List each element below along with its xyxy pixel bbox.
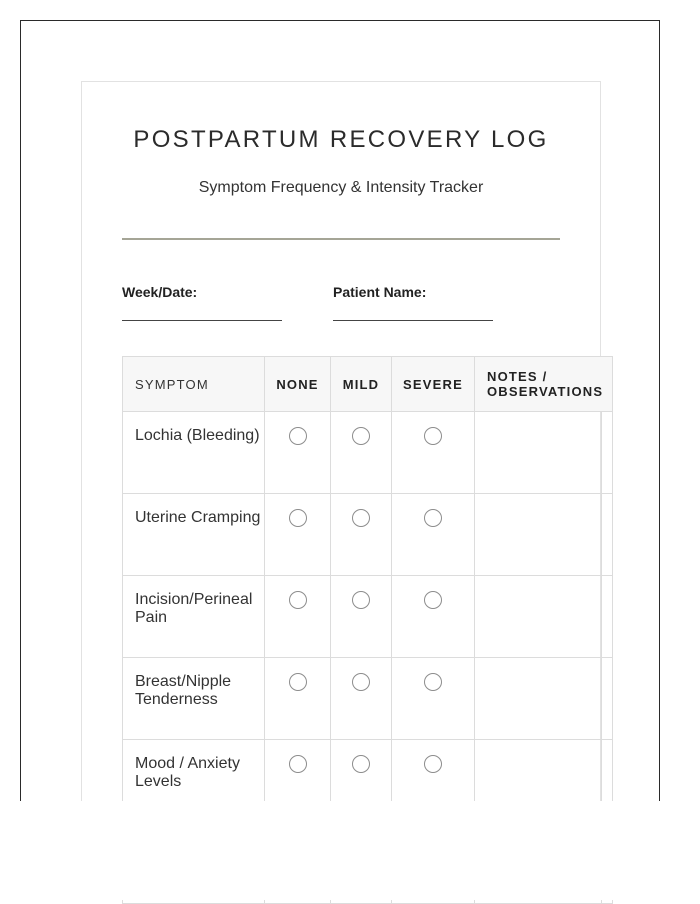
notes-field[interactable]	[475, 658, 613, 740]
radio-cell-mild	[331, 576, 392, 658]
radio-cell-none	[265, 494, 331, 576]
table-header-row	[123, 357, 613, 412]
radio-cell-severe	[392, 412, 475, 494]
radio-severe[interactable]	[424, 427, 442, 445]
radio-none[interactable]	[289, 591, 307, 609]
page-subtitle: Symptom Frequency & Intensity Tracker	[198, 179, 484, 196]
symptom-name: Incision/Perineal Pain	[123, 576, 265, 658]
radio-none[interactable]	[289, 509, 307, 527]
radio-severe[interactable]	[424, 591, 442, 609]
notes-divider	[601, 658, 602, 739]
notes-divider	[601, 412, 602, 493]
notes-divider	[601, 576, 602, 657]
radio-none[interactable]	[289, 673, 307, 691]
notes-field[interactable]	[475, 412, 613, 494]
notes-field[interactable]	[475, 494, 613, 576]
column-header-notes: NOTES / OBSERVATIONS	[475, 357, 613, 412]
notes-divider	[601, 494, 602, 575]
patient-name-label: Patient Name:	[333, 284, 427, 300]
column-header-severe: SEVERE	[392, 357, 475, 412]
radio-cell-none	[265, 412, 331, 494]
notes-field[interactable]	[475, 576, 613, 658]
title-divider	[122, 238, 560, 240]
table-row	[123, 412, 613, 494]
radio-mild[interactable]	[352, 591, 370, 609]
column-header-mild: MILD	[331, 357, 392, 412]
radio-cell-mild	[331, 494, 392, 576]
symptom-name: Breast/Nipple Tenderness	[123, 658, 265, 740]
table-row	[123, 494, 613, 576]
patient-name-field[interactable]	[333, 320, 493, 321]
week-date-field[interactable]	[122, 320, 282, 321]
radio-none[interactable]	[289, 755, 307, 773]
radio-severe[interactable]	[424, 673, 442, 691]
radio-mild[interactable]	[352, 427, 370, 445]
symptom-name: Uterine Cramping	[123, 494, 265, 576]
radio-mild[interactable]	[352, 509, 370, 527]
symptom-name: Lochia (Bleeding)	[123, 412, 265, 494]
radio-mild[interactable]	[352, 755, 370, 773]
radio-cell-mild	[331, 412, 392, 494]
radio-cell-none	[265, 576, 331, 658]
page-title: POSTPARTUM RECOVERY LOG	[133, 126, 549, 153]
table-row	[123, 576, 613, 658]
radio-severe[interactable]	[424, 509, 442, 527]
radio-cell-mild	[331, 658, 392, 740]
column-header-symptom: SYMPTOM	[123, 357, 265, 412]
week-date-label: Week/Date:	[122, 284, 198, 300]
page-cutoff	[0, 801, 700, 900]
symptom-name: Mood / Anxiety Levels	[123, 740, 265, 822]
radio-cell-none	[265, 658, 331, 740]
radio-severe[interactable]	[424, 755, 442, 773]
radio-cell-severe	[392, 576, 475, 658]
radio-cell-severe	[392, 658, 475, 740]
radio-cell-severe	[392, 494, 475, 576]
radio-none[interactable]	[289, 427, 307, 445]
radio-mild[interactable]	[352, 673, 370, 691]
table-row	[123, 658, 613, 740]
column-header-none: NONE	[265, 357, 331, 412]
